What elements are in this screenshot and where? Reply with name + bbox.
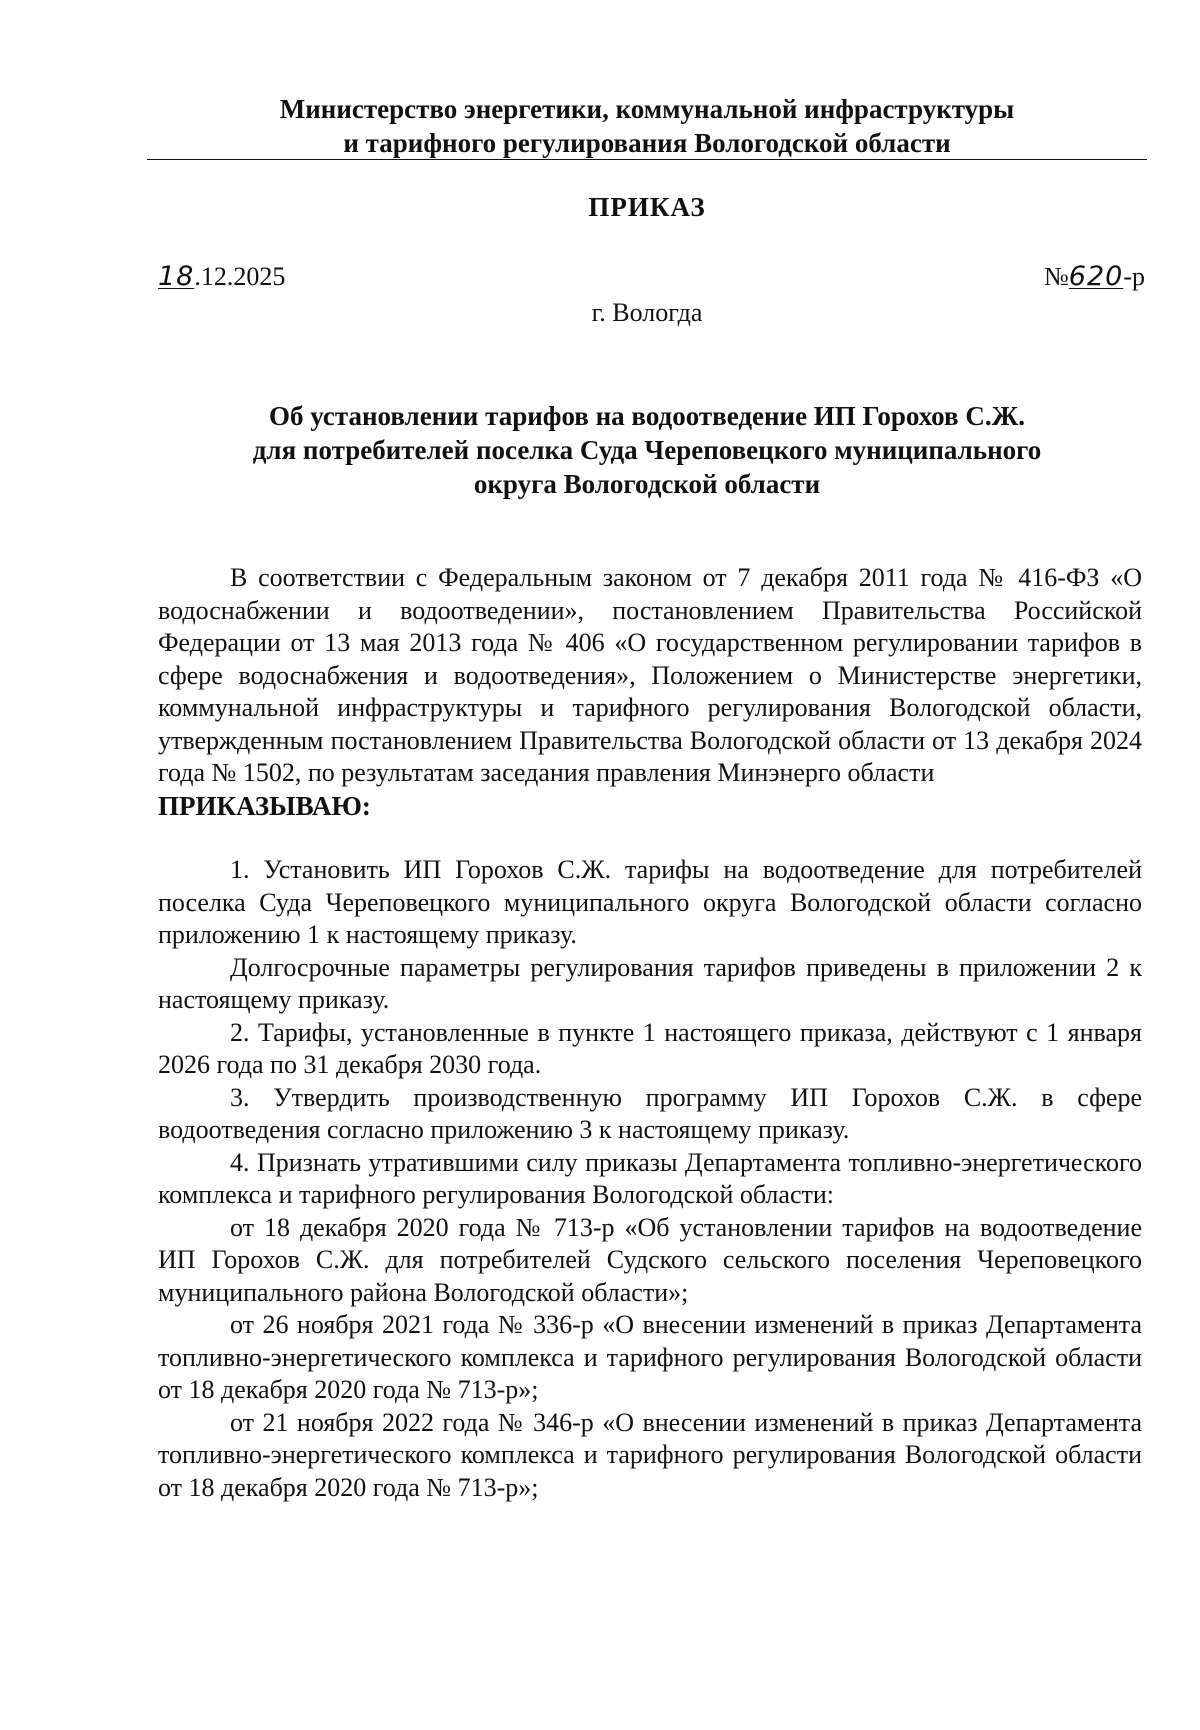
date-printed: .12.2025 bbox=[194, 262, 286, 291]
order-date bbox=[158, 262, 285, 292]
body-paragraph: от 26 ноября 2021 года № 336-р «О внесении изменений в приказ Департамента топливно-энергетического комплекса и тарифного регулирования Вологодской области от 18 декабря 2020 года № 713-р»; bbox=[158, 1310, 1142, 1404]
title-line-1: Об установлении тарифов на водоотведение ИП Горохов С.Ж. bbox=[268, 401, 1026, 431]
body-paragraph: 4. Признать утратившими силу приказы Департамента топливно-энергетического комплекса и тарифного регулирования Вологодской области: bbox=[158, 1147, 1142, 1209]
body-paragraph: 2. Тарифы, установленные в пункте 1 настоящего приказа, действуют с 1 января 2026 года по 31 декабря 2030 года. bbox=[158, 1017, 1142, 1079]
ministry-line-1: Министерство энергетики, коммунальной инфраструктуры bbox=[279, 94, 1015, 124]
body-paragraph: 3. Утвердить производственную программу ИП Горохов С.Ж. в сфере водоотведения согласно приложению 3 к настоящему приказу. bbox=[158, 1082, 1142, 1144]
order-verb: ПРИКАЗЫВАЮ: bbox=[158, 790, 371, 821]
body-paragraph: Долгосрочные параметры регулирования тарифов приведены в приложении 2 к настоящему приказу. bbox=[158, 952, 1142, 1014]
number-suffix: -р bbox=[1123, 262, 1145, 291]
body-paragraph: от 21 ноября 2022 года № 346-р «О внесении изменений в приказ Департамента топливно-энергетического комплекса и тарифного регулирования Вологодской области от 18 декабря 2020 года № 713-р»; bbox=[158, 1407, 1142, 1502]
number-prefix: № bbox=[1043, 262, 1069, 291]
order-title bbox=[150, 399, 1144, 501]
title-line-3: округа Вологодской области bbox=[473, 469, 821, 499]
date-handwritten: 18 bbox=[158, 261, 195, 292]
city: г. Вологда bbox=[591, 298, 703, 327]
title-line-2: для потребителей поселка Суда Череповецкого муниципального bbox=[252, 435, 1042, 465]
order-body bbox=[158, 562, 1142, 1504]
ministry-header bbox=[150, 92, 1144, 160]
number-handwritten: 620 bbox=[1068, 261, 1124, 292]
header-divider bbox=[147, 159, 1147, 160]
ministry-line-2: и тарифного регулирования Вологодской области bbox=[343, 128, 951, 158]
body-paragraph: 1. Установить ИП Горохов С.Ж. тарифы на водоотведение для потребителей поселка Суда Череповецкого муниципального округа Вологодской области согласно приложению 1 к настоящему приказу. bbox=[158, 855, 1142, 949]
order-number bbox=[1044, 262, 1145, 292]
body-paragraph: от 18 декабря 2020 года № 713-р «Об установлении тарифов на водоотведение ИП Горохов С.Ж. для потребителей Судского сельского поселения Череповецкого муниципального района Вологодской области»; bbox=[158, 1212, 1142, 1307]
document-type: ПРИКАЗ bbox=[588, 192, 706, 222]
preamble-paragraph: В соответствии с Федеральным законом от 7 декабря 2011 года № 416-ФЗ «О водоснабжении и водоотведении», постановлением Правительства Российской Федерации от 13 мая 2013 года № 406 «О государственном регулировании тарифов в сфере водоснабжения и водоотведения», Положением о Министерстве энергетики, коммунальной инфраструктуры и тарифного регулирования Вологодской области, утвержденным постановлением Правительства Вологодской области от 13 декабря 2024 года № 1502, по результатам заседания правления Минэнерго области bbox=[158, 563, 1142, 787]
